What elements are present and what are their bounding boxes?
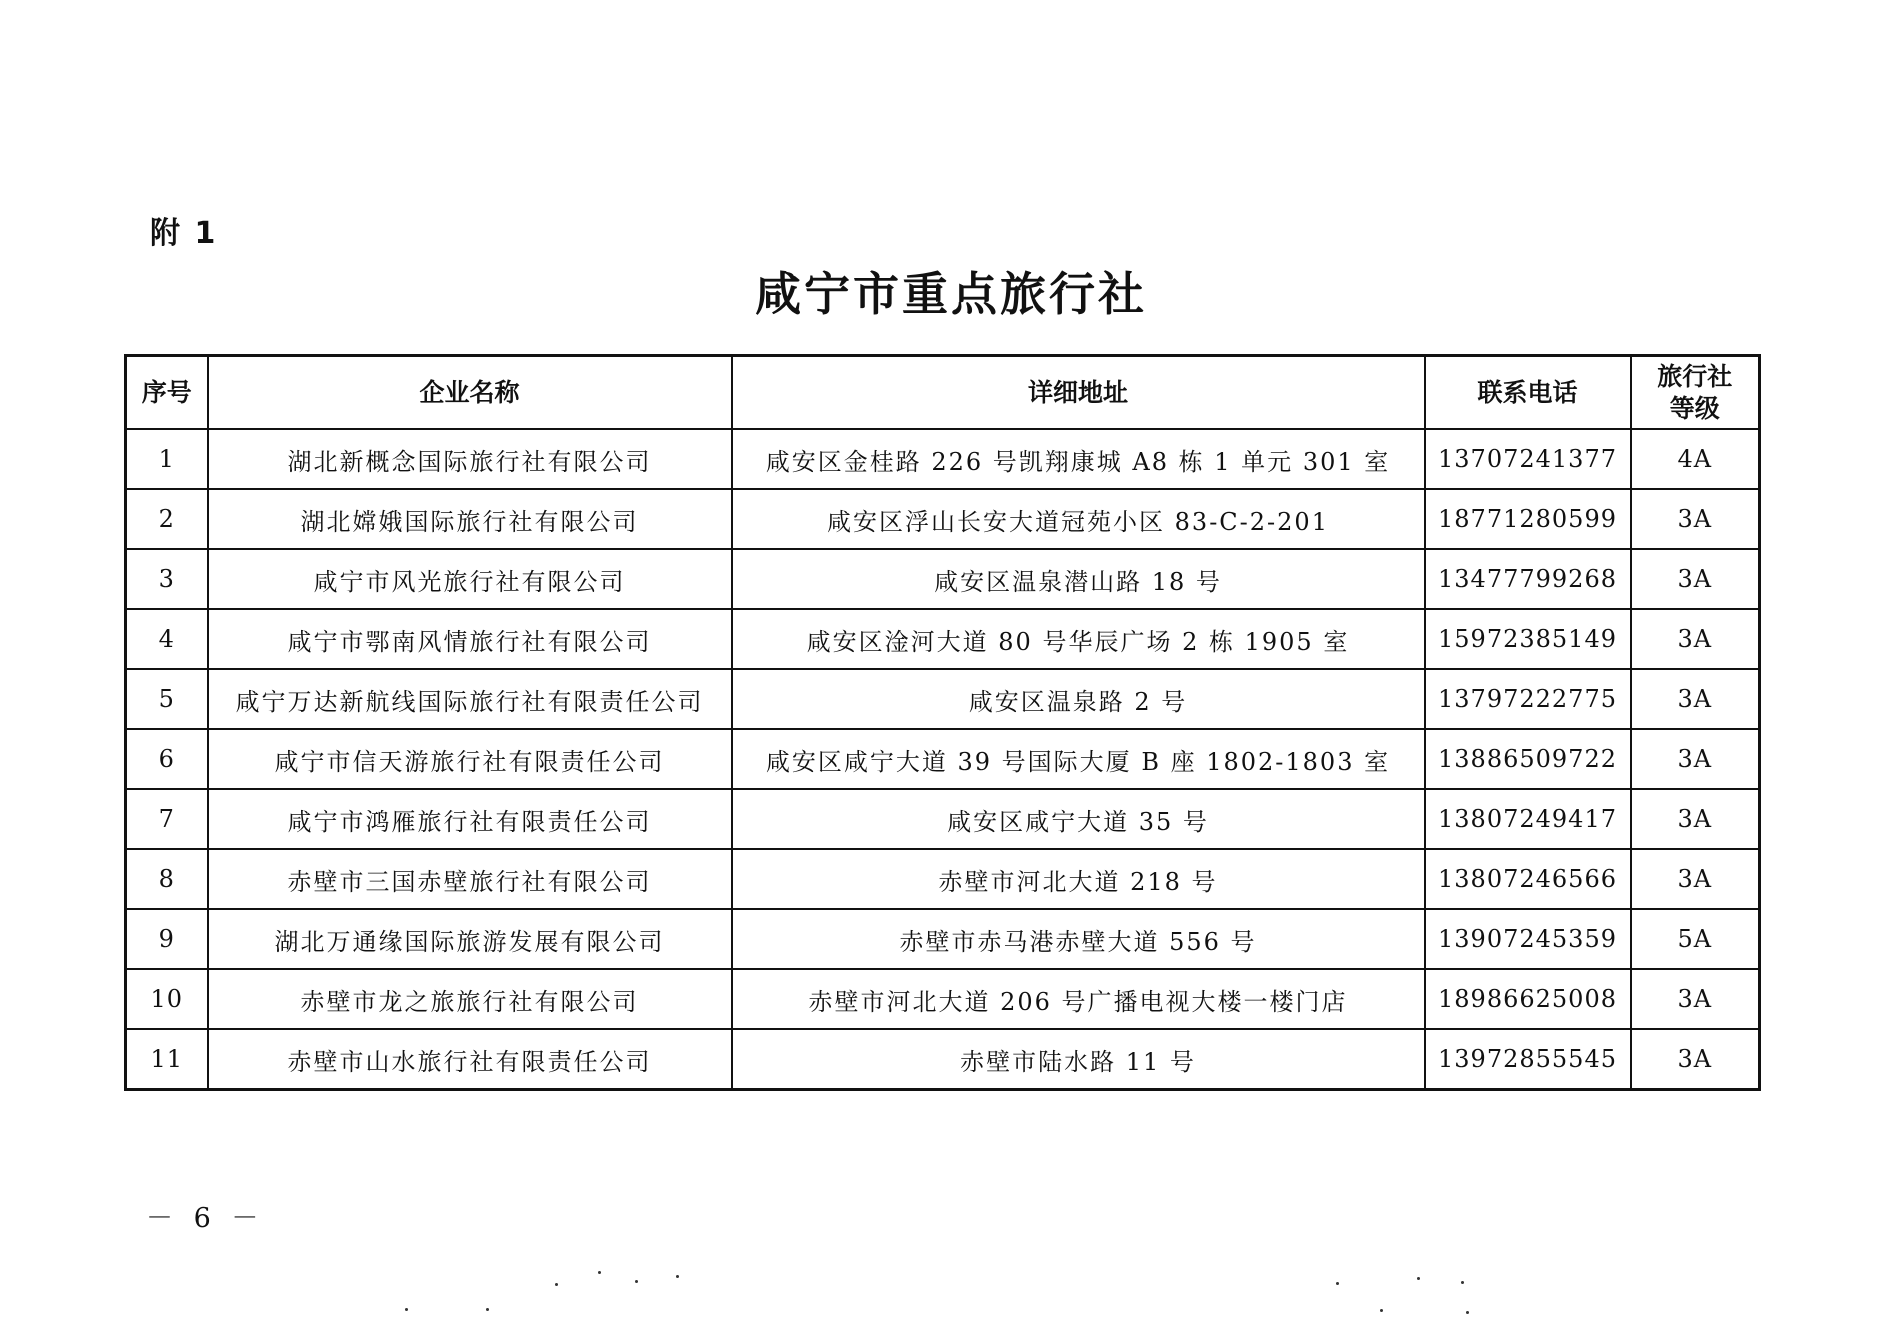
row-grade: 3A [1631, 669, 1760, 729]
scan-speck [1336, 1282, 1339, 1285]
row-address: 咸安区温泉潜山路 18 号 [732, 549, 1425, 609]
row-phone: 18771280599 [1425, 489, 1631, 549]
row-phone: 13477799268 [1425, 549, 1631, 609]
row-index: 2 [126, 489, 208, 549]
scan-speck [1466, 1311, 1469, 1314]
row-grade: 3A [1631, 969, 1760, 1029]
row-company: 湖北嫦娥国际旅行社有限公司 [208, 489, 732, 549]
row-address: 赤壁市河北大道 218 号 [732, 849, 1425, 909]
row-company: 赤壁市龙之旅旅行社有限公司 [208, 969, 732, 1029]
scan-speck [676, 1275, 679, 1278]
row-address: 咸安区咸宁大道 39 号国际大厦 B 座 1802-1803 室 [732, 729, 1425, 789]
table-row [126, 789, 1760, 849]
row-address: 咸安区温泉路 2 号 [732, 669, 1425, 729]
row-index: 11 [126, 1029, 208, 1090]
row-grade: 3A [1631, 849, 1760, 909]
scan-speck [1461, 1281, 1464, 1284]
table-row [126, 489, 1760, 549]
row-index: 10 [126, 969, 208, 1029]
table-row [126, 669, 1760, 729]
row-phone: 18986625008 [1425, 969, 1631, 1029]
row-phone: 13797222775 [1425, 669, 1631, 729]
row-address: 咸安区淦河大道 80 号华辰广场 2 栋 1905 室 [732, 609, 1425, 669]
table-row [126, 729, 1760, 789]
row-index: 9 [126, 909, 208, 969]
header-grade-line1: 旅行社 [1657, 361, 1733, 391]
row-index: 1 [126, 429, 208, 489]
row-phone: 13707241377 [1425, 429, 1631, 489]
page-number: － 6 － [146, 1203, 265, 1234]
row-phone: 13807246566 [1425, 849, 1631, 909]
row-company: 咸宁市信天游旅行社有限责任公司 [208, 729, 732, 789]
row-address: 赤壁市陆水路 11 号 [732, 1029, 1425, 1090]
table-header-row [126, 356, 1760, 430]
row-phone: 13807249417 [1425, 789, 1631, 849]
row-index: 7 [126, 789, 208, 849]
header-phone: 联系电话 [1425, 356, 1631, 430]
row-address: 咸安区浮山长安大道冠苑小区 83-C-2-201 [732, 489, 1425, 549]
row-phone: 15972385149 [1425, 609, 1631, 669]
header-grade [1631, 356, 1760, 430]
row-grade: 3A [1631, 789, 1760, 849]
scan-speck [1417, 1277, 1420, 1280]
scan-speck [405, 1308, 408, 1311]
row-address: 赤壁市河北大道 206 号广播电视大楼一楼门店 [732, 969, 1425, 1029]
page-title: 咸宁市重点旅行社 [755, 267, 1147, 321]
row-company: 赤壁市三国赤壁旅行社有限公司 [208, 849, 732, 909]
row-company: 赤壁市山水旅行社有限责任公司 [208, 1029, 732, 1090]
table-row [126, 969, 1760, 1029]
header-address: 详细地址 [732, 356, 1425, 430]
row-phone: 13907245359 [1425, 909, 1631, 969]
row-grade: 3A [1631, 729, 1760, 789]
row-address: 咸安区金桂路 226 号凯翔康城 A8 栋 1 单元 301 室 [732, 429, 1425, 489]
header-grade-line2: 等级 [1669, 393, 1720, 423]
row-company: 咸宁市风光旅行社有限公司 [208, 549, 732, 609]
row-grade: 4A [1631, 429, 1760, 489]
table-row [126, 849, 1760, 909]
row-company: 湖北新概念国际旅行社有限公司 [208, 429, 732, 489]
row-index: 4 [126, 609, 208, 669]
scan-speck [598, 1271, 601, 1274]
travel-agency-table [124, 354, 1761, 1091]
scan-speck [486, 1308, 489, 1311]
row-address: 咸安区咸宁大道 35 号 [732, 789, 1425, 849]
table-row [126, 549, 1760, 609]
table-row [126, 429, 1760, 489]
row-index: 6 [126, 729, 208, 789]
header-index: 序号 [126, 356, 208, 430]
row-index: 8 [126, 849, 208, 909]
row-address: 赤壁市赤马港赤壁大道 556 号 [732, 909, 1425, 969]
row-company: 湖北万通缘国际旅游发展有限公司 [208, 909, 732, 969]
table-row [126, 609, 1760, 669]
row-phone: 13886509722 [1425, 729, 1631, 789]
row-grade: 3A [1631, 489, 1760, 549]
table-row [126, 909, 1760, 969]
row-grade: 3A [1631, 1029, 1760, 1090]
row-company: 咸宁万达新航线国际旅行社有限责任公司 [208, 669, 732, 729]
scan-speck [635, 1280, 638, 1283]
row-company: 咸宁市鄂南风情旅行社有限公司 [208, 609, 732, 669]
header-company: 企业名称 [208, 356, 732, 430]
annex-label: 附 1 [150, 216, 218, 251]
row-grade: 3A [1631, 609, 1760, 669]
table-row [126, 1029, 1760, 1090]
row-grade: 5A [1631, 909, 1760, 969]
row-index: 5 [126, 669, 208, 729]
row-phone: 13972855545 [1425, 1029, 1631, 1090]
row-index: 3 [126, 549, 208, 609]
row-grade: 3A [1631, 549, 1760, 609]
row-company: 咸宁市鸿雁旅行社有限责任公司 [208, 789, 732, 849]
scan-speck [555, 1283, 558, 1286]
scan-speck [1380, 1309, 1383, 1312]
